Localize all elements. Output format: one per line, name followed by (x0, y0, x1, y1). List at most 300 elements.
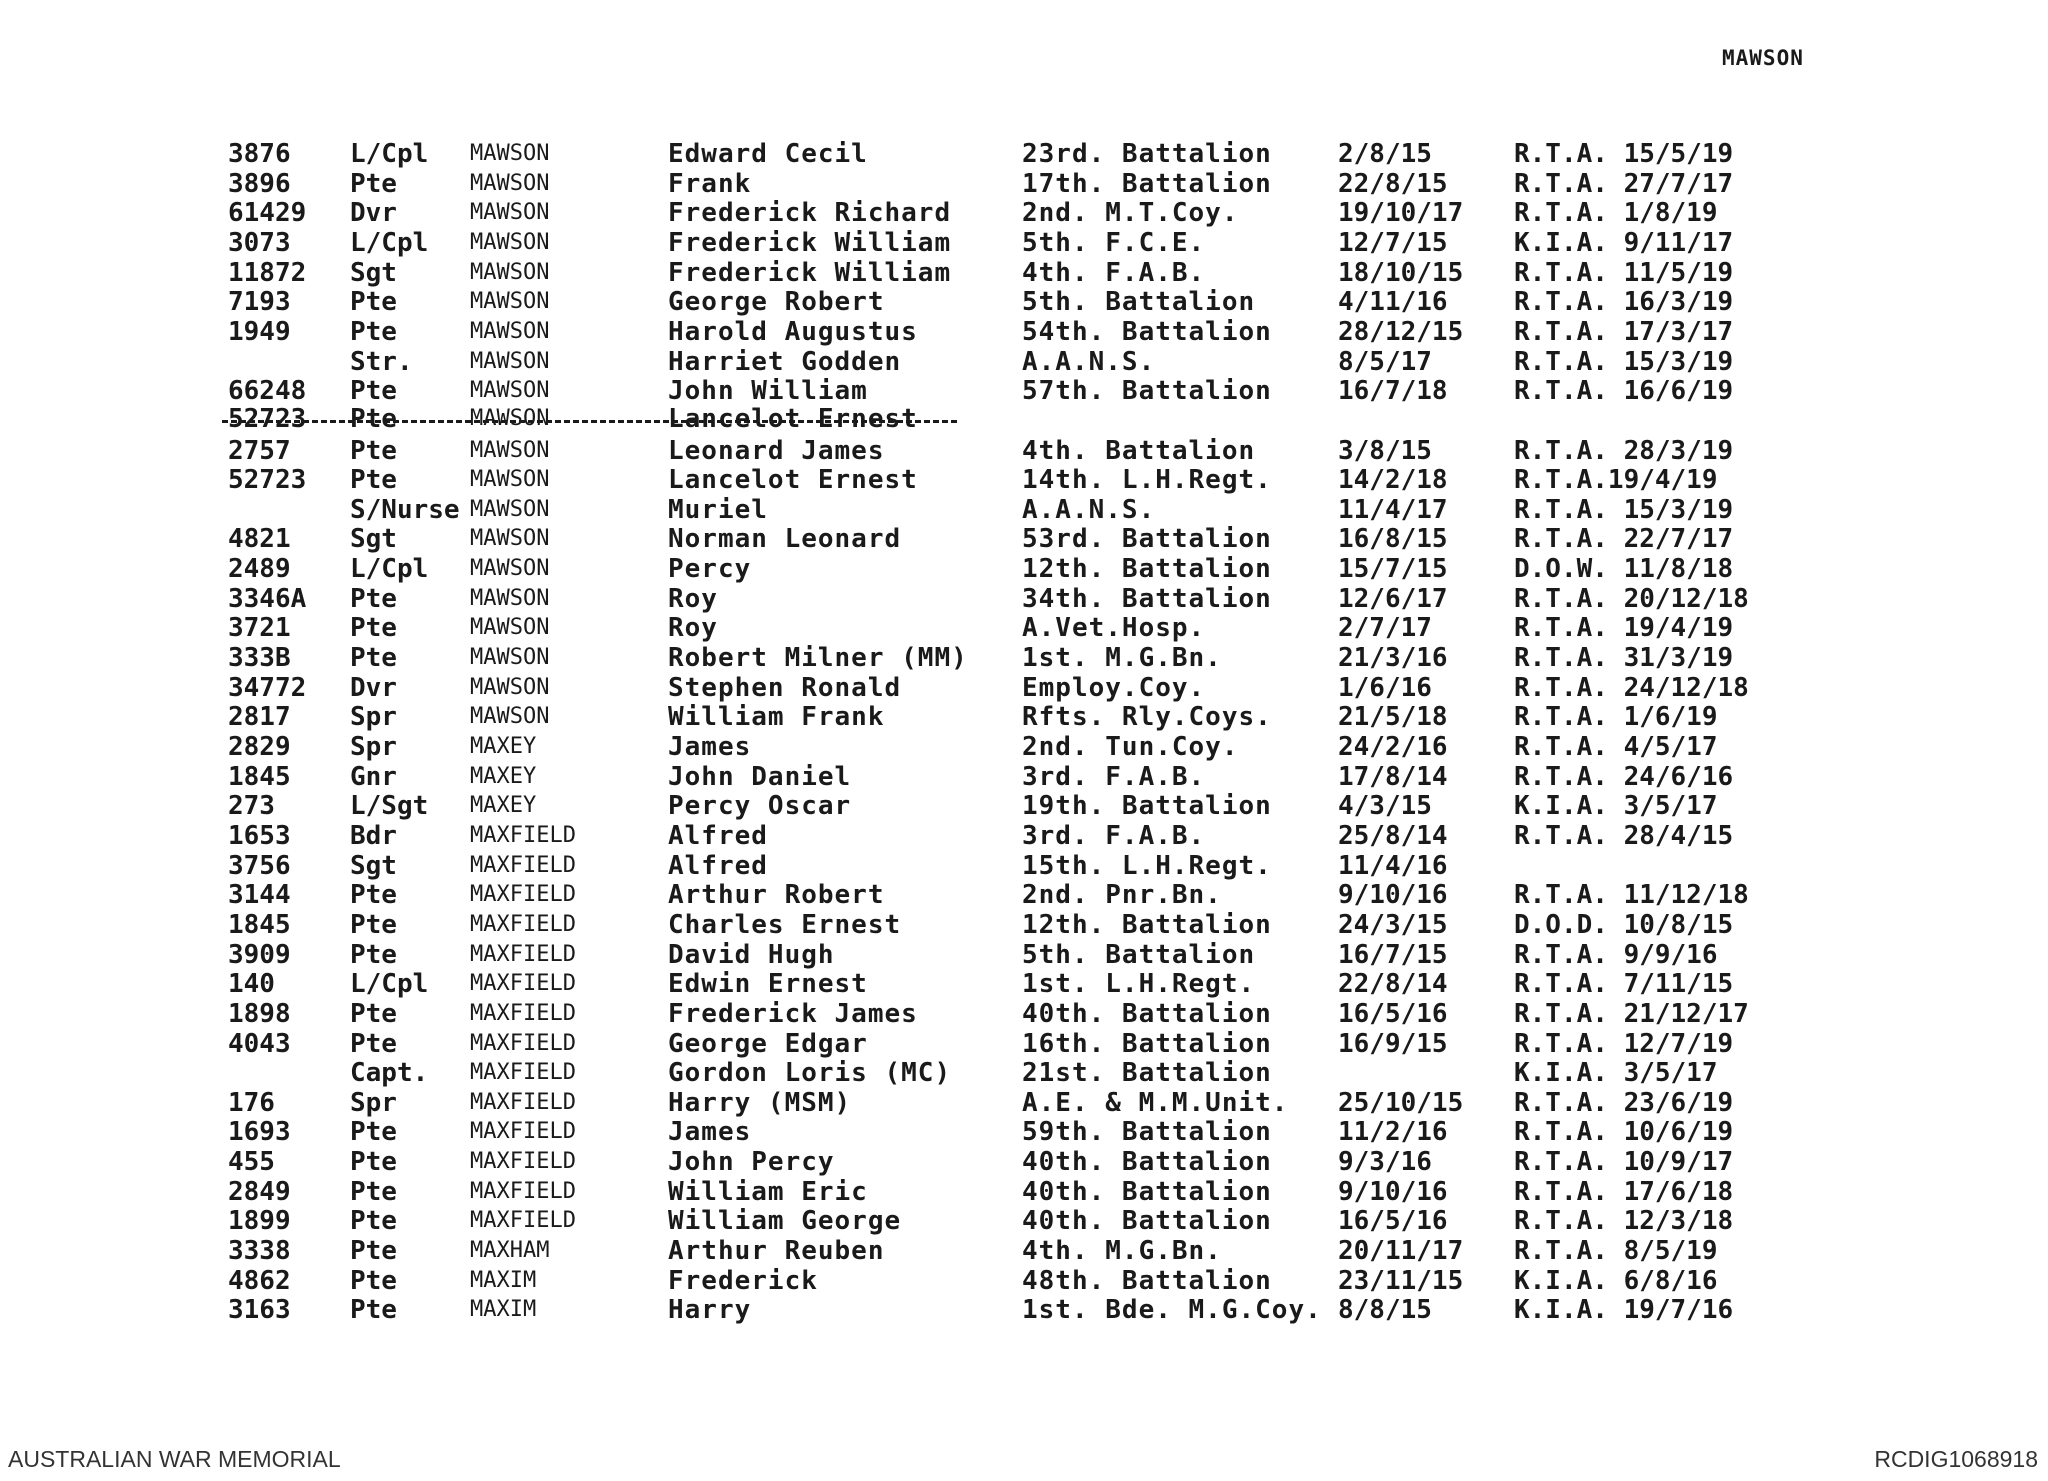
roll-entry (0, 791, 2048, 821)
roll-entry (0, 1295, 2048, 1325)
fate: D.O.D. 10/8/15 (1514, 910, 1734, 940)
surname: MAXFIELD (470, 912, 576, 937)
enlistment-date: 12/6/17 (1338, 584, 1448, 614)
surname: MAWSON (470, 526, 550, 551)
unit: 19th. Battalion (1022, 791, 1272, 821)
service-number: 333B (228, 643, 291, 673)
enlistment-date: 4/11/16 (1338, 287, 1448, 317)
rank: Pte (350, 1147, 397, 1177)
surname: MAXFIELD (470, 942, 576, 967)
roll-entry (0, 524, 2048, 554)
roll-entry (0, 228, 2048, 258)
surname: MAXFIELD (470, 823, 576, 848)
footer-record-id: RCDIG1068918 (1874, 1446, 2038, 1472)
unit: 1st. L.H.Regt. (1022, 969, 1256, 999)
given-names: Roy (668, 613, 718, 643)
rank: L/Cpl (350, 969, 429, 999)
unit: 40th. Battalion (1022, 1206, 1272, 1236)
fate: R.T.A. 28/4/15 (1514, 821, 1734, 851)
roll-entry (0, 643, 2048, 673)
roll-entry (0, 1029, 2048, 1059)
surname: MAXFIELD (470, 1149, 576, 1174)
surname: MAXIM (470, 1268, 537, 1293)
surname: MAWSON (470, 675, 550, 700)
given-names: William Eric (668, 1177, 868, 1207)
given-names: Edward Cecil (668, 139, 868, 169)
service-number: 4862 (228, 1266, 291, 1296)
surname: MAWSON (470, 171, 550, 196)
given-names: Percy Oscar (668, 791, 852, 821)
service-number: 3896 (228, 169, 291, 199)
enlistment-date: 19/10/17 (1338, 198, 1464, 228)
unit: A.Vet.Hosp. (1022, 613, 1206, 643)
rank: Pte (350, 317, 397, 347)
fate: R.T.A. 12/3/18 (1514, 1206, 1734, 1236)
roll-entry (0, 258, 2048, 288)
fate: R.T.A. 16/3/19 (1514, 287, 1734, 317)
enlistment-date: 1/6/16 (1338, 673, 1432, 703)
rank: Str. (350, 347, 413, 377)
service-number: 3338 (228, 1236, 291, 1266)
enlistment-date: 8/5/17 (1338, 347, 1432, 377)
given-names: Charles Ernest (668, 910, 902, 940)
enlistment-date: 25/8/14 (1338, 821, 1448, 851)
given-names: Frank (668, 169, 752, 199)
rank: Pte (350, 376, 397, 406)
unit: 4th. F.A.B. (1022, 258, 1206, 288)
service-number: 273 (228, 791, 275, 821)
unit: 17th. Battalion (1022, 169, 1272, 199)
given-names: Stephen Ronald (668, 673, 902, 703)
enlistment-date: 9/10/16 (1338, 880, 1448, 910)
enlistment-date: 3/8/15 (1338, 436, 1432, 466)
surname: MAXEY (470, 764, 537, 789)
given-names: Norman Leonard (668, 524, 902, 554)
roll-entry (0, 436, 2048, 466)
roll-entry (0, 702, 2048, 732)
service-number: 34772 (228, 673, 307, 703)
unit: Employ.Coy. (1022, 673, 1206, 703)
roll-entry (0, 673, 2048, 703)
surname: MAWSON (470, 349, 550, 374)
given-names: Lancelot Ernest (668, 465, 918, 495)
roll-entry (0, 1147, 2048, 1177)
fate: R.T.A. 7/11/15 (1514, 969, 1734, 999)
unit: 21st. Battalion (1022, 1058, 1272, 1088)
surname: MAXFIELD (470, 1119, 576, 1144)
surname: MAXHAM (470, 1238, 550, 1263)
rank: Pte (350, 643, 397, 673)
given-names: George Robert (668, 287, 885, 317)
footer-institution: AUSTRALIAN WAR MEMORIAL (8, 1446, 341, 1472)
rank: L/Cpl (350, 139, 429, 169)
fate: D.O.W. 11/8/18 (1514, 554, 1734, 584)
roll-entry (0, 495, 2048, 525)
roll-entry (0, 762, 2048, 792)
unit: 4th. Battalion (1022, 436, 1256, 466)
enlistment-date: 24/2/16 (1338, 732, 1448, 762)
rank: Pte (350, 584, 397, 614)
enlistment-date: 25/10/15 (1338, 1088, 1464, 1118)
rank: Pte (350, 1266, 397, 1296)
enlistment-date: 23/11/15 (1338, 1266, 1464, 1296)
given-names: John Percy (668, 1147, 835, 1177)
service-number: 3909 (228, 940, 291, 970)
given-names: James (668, 1117, 752, 1147)
surname: MAWSON (470, 319, 550, 344)
service-number: 11872 (228, 258, 307, 288)
given-names: Edwin Ernest (668, 969, 868, 999)
given-names: Muriel (668, 495, 768, 525)
rank: L/Cpl (350, 554, 429, 584)
rank: Pte (350, 613, 397, 643)
roll-entry (0, 880, 2048, 910)
fate: R.T.A. 15/3/19 (1514, 495, 1734, 525)
service-number: 3721 (228, 613, 291, 643)
fate: R.T.A. 24/6/16 (1514, 762, 1734, 792)
unit: 14th. L.H.Regt. (1022, 465, 1272, 495)
given-names: Harry (MSM) (668, 1088, 852, 1118)
surname: MAXFIELD (470, 1001, 576, 1026)
enlistment-date: 2/8/15 (1338, 139, 1432, 169)
unit: 2nd. M.T.Coy. (1022, 198, 1239, 228)
surname: MAWSON (470, 141, 550, 166)
enlistment-date: 9/3/16 (1338, 1147, 1432, 1177)
unit: 5th. Battalion (1022, 287, 1256, 317)
roll-entry (0, 584, 2048, 614)
surname: MAWSON (470, 378, 550, 403)
given-names: John Daniel (668, 762, 852, 792)
fate: R.T.A. 28/3/19 (1514, 436, 1734, 466)
service-number: 1693 (228, 1117, 291, 1147)
fate: R.T.A. 19/4/19 (1514, 613, 1734, 643)
unit: 54th. Battalion (1022, 317, 1272, 347)
rank: Pte (350, 999, 397, 1029)
roll-entry (0, 347, 2048, 377)
fate: R.T.A. 11/12/18 (1514, 880, 1749, 910)
enlistment-date: 22/8/15 (1338, 169, 1448, 199)
unit: 16th. Battalion (1022, 1029, 1272, 1059)
surname: MAWSON (470, 704, 550, 729)
roll-entry (0, 1236, 2048, 1266)
roll-entry (0, 554, 2048, 584)
service-number: 1845 (228, 762, 291, 792)
given-names: Frederick William (668, 258, 952, 288)
surname: MAWSON (470, 467, 550, 492)
unit: 12th. Battalion (1022, 910, 1272, 940)
rank: Sgt (350, 258, 397, 288)
rank: Pte (350, 1177, 397, 1207)
surname: MAWSON (470, 289, 550, 314)
enlistment-date: 20/11/17 (1338, 1236, 1464, 1266)
surname: MAXFIELD (470, 971, 576, 996)
given-names: George Edgar (668, 1029, 868, 1059)
fate: R.T.A. 31/3/19 (1514, 643, 1734, 673)
enlistment-date: 18/10/15 (1338, 258, 1464, 288)
roll-entry (0, 940, 2048, 970)
given-names: Gordon Loris (MC) (668, 1058, 952, 1088)
roll-entry (0, 1266, 2048, 1296)
rank: Pte (350, 465, 397, 495)
service-number: 3163 (228, 1295, 291, 1325)
unit: A.E. & M.M.Unit. (1022, 1088, 1289, 1118)
roll-entry (0, 732, 2048, 762)
enlistment-date: 16/5/16 (1338, 999, 1448, 1029)
service-number: 3144 (228, 880, 291, 910)
rank: Pte (350, 910, 397, 940)
unit: Rfts. Rly.Coys. (1022, 702, 1272, 732)
roll-entry (0, 1088, 2048, 1118)
service-number: 66248 (228, 376, 307, 406)
struck-number: 52723 (228, 404, 307, 434)
service-number: 3073 (228, 228, 291, 258)
rank: Gnr (350, 762, 397, 792)
given-names: David Hugh (668, 940, 835, 970)
unit: A.A.N.S. (1022, 347, 1156, 377)
roll-entry (0, 969, 2048, 999)
service-number: 1949 (228, 317, 291, 347)
given-names: Harry (668, 1295, 752, 1325)
service-number: 1845 (228, 910, 291, 940)
given-names: Roy (668, 584, 718, 614)
unit: 57th. Battalion (1022, 376, 1272, 406)
given-names: William George (668, 1206, 902, 1236)
surname: MAXFIELD (470, 1060, 576, 1085)
given-names: John William (668, 376, 868, 406)
rank: Spr (350, 732, 397, 762)
enlistment-date: 16/5/16 (1338, 1206, 1448, 1236)
service-number: 3876 (228, 139, 291, 169)
surname: MAWSON (470, 615, 550, 640)
unit: 53rd. Battalion (1022, 524, 1272, 554)
surname: MAXEY (470, 793, 537, 818)
surname: MAXFIELD (470, 1031, 576, 1056)
enlistment-date: 12/7/15 (1338, 228, 1448, 258)
fate: R.T.A. 9/9/16 (1514, 940, 1718, 970)
rank: Dvr (350, 198, 397, 228)
given-names: Alfred (668, 851, 768, 881)
given-names: Arthur Reuben (668, 1236, 885, 1266)
given-names: Robert Milner (MM) (668, 643, 968, 673)
service-number: 176 (228, 1088, 275, 1118)
service-number: 52723 (228, 465, 307, 495)
roll-entry (0, 198, 2048, 228)
roll-entry (0, 287, 2048, 317)
fate: R.T.A. 17/6/18 (1514, 1177, 1734, 1207)
enlistment-date: 16/7/15 (1338, 940, 1448, 970)
unit: 34th. Battalion (1022, 584, 1272, 614)
roll-entry (0, 1177, 2048, 1207)
fate: R.T.A. 8/5/19 (1514, 1236, 1718, 1266)
surname: MAWSON (470, 260, 550, 285)
roll-entry (0, 1206, 2048, 1236)
surname: MAWSON (470, 556, 550, 581)
enlistment-date: 4/3/15 (1338, 791, 1432, 821)
roll-entry (0, 1058, 2048, 1088)
service-number: 2489 (228, 554, 291, 584)
enlistment-date: 14/2/18 (1338, 465, 1448, 495)
enlistment-date: 2/7/17 (1338, 613, 1432, 643)
given-names: Percy (668, 554, 752, 584)
fate: R.T.A. 16/6/19 (1514, 376, 1734, 406)
service-number: 61429 (228, 198, 307, 228)
unit: 40th. Battalion (1022, 1147, 1272, 1177)
rank: L/Cpl (350, 228, 429, 258)
rank: Pte (350, 1236, 397, 1266)
fate: R.T.A. 10/6/19 (1514, 1117, 1734, 1147)
given-names: Frederick James (668, 999, 918, 1029)
enlistment-date: 24/3/15 (1338, 910, 1448, 940)
enlistment-date: 16/7/18 (1338, 376, 1448, 406)
rank: Pte (350, 880, 397, 910)
unit: 59th. Battalion (1022, 1117, 1272, 1147)
enlistment-date: 8/8/15 (1338, 1295, 1432, 1325)
roll-entry (0, 851, 2048, 881)
fate: R.T.A. 15/5/19 (1514, 139, 1734, 169)
service-number: 1898 (228, 999, 291, 1029)
page-heading-surname: MAWSON (1722, 46, 1804, 70)
fate: R.T.A. 27/7/17 (1514, 169, 1734, 199)
unit: A.A.N.S. (1022, 495, 1156, 525)
service-number: 1899 (228, 1206, 291, 1236)
roll-entry (0, 317, 2048, 347)
rank: Pte (350, 940, 397, 970)
roll-entry (0, 169, 2048, 199)
roll-entry (0, 821, 2048, 851)
rank: Pte (350, 436, 397, 466)
roll-entry (0, 1117, 2048, 1147)
roll-entry (0, 910, 2048, 940)
given-names: Alfred (668, 821, 768, 851)
unit: 4th. M.G.Bn. (1022, 1236, 1222, 1266)
fate: K.I.A. 19/7/16 (1514, 1295, 1734, 1325)
given-names: Harriet Godden (668, 347, 902, 377)
service-number: 3346A (228, 584, 307, 614)
unit: 1st. Bde. M.G.Coy. (1022, 1295, 1322, 1325)
fate: R.T.A. 17/3/17 (1514, 317, 1734, 347)
enlistment-date: 9/10/16 (1338, 1177, 1448, 1207)
fate: R.T.A. 1/8/19 (1514, 198, 1718, 228)
rank: Bdr (350, 821, 397, 851)
surname: MAWSON (470, 200, 550, 225)
given-names: James (668, 732, 752, 762)
service-number: 455 (228, 1147, 275, 1177)
given-names: Arthur Robert (668, 880, 885, 910)
service-number: 2817 (228, 702, 291, 732)
enlistment-date: 17/8/14 (1338, 762, 1448, 792)
service-number: 2849 (228, 1177, 291, 1207)
fate: K.I.A. 9/11/17 (1514, 228, 1734, 258)
unit: 2nd. Pnr.Bn. (1022, 880, 1222, 910)
service-number: 4043 (228, 1029, 291, 1059)
struck-through-entry (222, 404, 957, 434)
given-names: Frederick (668, 1266, 818, 1296)
enlistment-date: 16/8/15 (1338, 524, 1448, 554)
rank: Pte (350, 1206, 397, 1236)
given-names: Leonard James (668, 436, 885, 466)
fate: R.T.A. 4/5/17 (1514, 732, 1718, 762)
enlistment-date: 11/2/16 (1338, 1117, 1448, 1147)
roll-entry (0, 139, 2048, 169)
surname: MAXEY (470, 734, 537, 759)
fate: R.T.A. 10/9/17 (1514, 1147, 1734, 1177)
fate: R.T.A. 21/12/17 (1514, 999, 1749, 1029)
service-number: 3756 (228, 851, 291, 881)
roll-entry (0, 376, 2048, 406)
rank: Dvr (350, 673, 397, 703)
fate: K.I.A. 6/8/16 (1514, 1266, 1718, 1296)
surname: MAWSON (470, 586, 550, 611)
fate: R.T.A. 11/5/19 (1514, 258, 1734, 288)
service-number: 7193 (228, 287, 291, 317)
rank: S/Nurse (350, 495, 460, 525)
unit: 48th. Battalion (1022, 1266, 1272, 1296)
enlistment-date: 11/4/17 (1338, 495, 1448, 525)
unit: 12th. Battalion (1022, 554, 1272, 584)
roll-entry (0, 999, 2048, 1029)
fate: K.I.A. 3/5/17 (1514, 791, 1718, 821)
struck-rank: Pte (350, 404, 397, 434)
rank: Spr (350, 1088, 397, 1118)
fate: R.T.A. 20/12/18 (1514, 584, 1749, 614)
surname: MAWSON (470, 497, 550, 522)
enlistment-date: 11/4/16 (1338, 851, 1448, 881)
strike-through-line (222, 420, 957, 423)
surname: MAXFIELD (470, 1090, 576, 1115)
given-names: Frederick Richard (668, 198, 952, 228)
fate: K.I.A. 3/5/17 (1514, 1058, 1718, 1088)
rank: Spr (350, 702, 397, 732)
unit: 2nd. Tun.Coy. (1022, 732, 1239, 762)
surname: MAWSON (470, 438, 550, 463)
rank: Pte (350, 1295, 397, 1325)
enlistment-date: 21/3/16 (1338, 643, 1448, 673)
service-number: 2757 (228, 436, 291, 466)
unit: 5th. Battalion (1022, 940, 1256, 970)
given-names: Harold Augustus (668, 317, 918, 347)
unit: 1st. M.G.Bn. (1022, 643, 1222, 673)
rank: Capt. (350, 1058, 429, 1088)
fate: R.T.A.19/4/19 (1514, 465, 1718, 495)
struck-given-names: Lancelot Ernest (668, 404, 918, 434)
service-number: 140 (228, 969, 275, 999)
given-names: Frederick William (668, 228, 952, 258)
fate: R.T.A. 1/6/19 (1514, 702, 1718, 732)
rank: Sgt (350, 524, 397, 554)
surname: MAXFIELD (470, 882, 576, 907)
unit: 40th. Battalion (1022, 1177, 1272, 1207)
service-number: 1653 (228, 821, 291, 851)
enlistment-date: 21/5/18 (1338, 702, 1448, 732)
fate: R.T.A. 12/7/19 (1514, 1029, 1734, 1059)
surname: MAXFIELD (470, 853, 576, 878)
rank: Pte (350, 1117, 397, 1147)
surname: MAXFIELD (470, 1208, 576, 1233)
service-number: 4821 (228, 524, 291, 554)
enlistment-date: 15/7/15 (1338, 554, 1448, 584)
unit: 5th. F.C.E. (1022, 228, 1206, 258)
surname: MAWSON (470, 645, 550, 670)
surname: MAXFIELD (470, 1179, 576, 1204)
rank: Pte (350, 169, 397, 199)
struck-surname: MAWSON (470, 406, 550, 431)
surname: MAXIM (470, 1297, 537, 1322)
unit: 23rd. Battalion (1022, 139, 1272, 169)
unit: 40th. Battalion (1022, 999, 1272, 1029)
unit: 3rd. F.A.B. (1022, 762, 1206, 792)
roll-entry (0, 465, 2048, 495)
fate: R.T.A. 23/6/19 (1514, 1088, 1734, 1118)
